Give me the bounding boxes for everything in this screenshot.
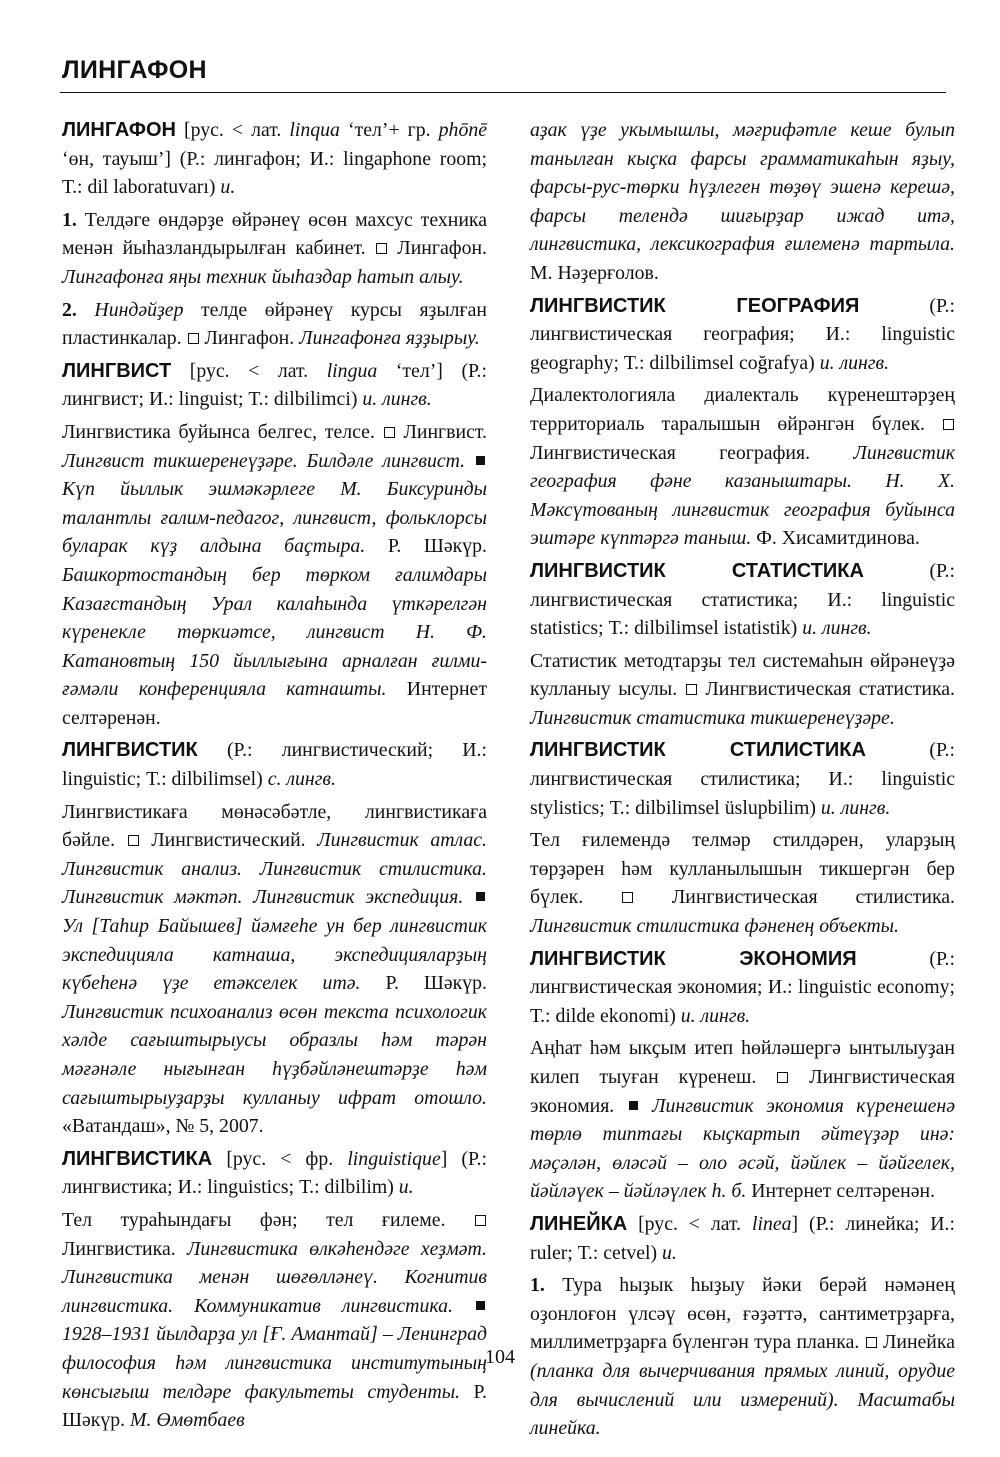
russian-equivalent: Лингвистическая стилистика. bbox=[634, 886, 956, 909]
example: Лингвистик стилистика фәненең объекты. bbox=[530, 915, 899, 938]
square-icon bbox=[622, 892, 633, 903]
square-icon bbox=[384, 427, 395, 438]
entry-lingvistik-ekonomiya bbox=[530, 945, 955, 1031]
citation: Башкортостандың бер төрком ғалимдары Казағстандың Урал калаһында үткәрелгән күренекле төркиәтсе, лингвист Н. Ф. Катановтың 150 йыллығына арналған ғилми-ғәмәли конференцияла катнашты. bbox=[62, 563, 487, 701]
definition: Тел ғилемендә телмәр стилдәрен, уларҙың төрҙәрен һәм кулланылышын тикшергән бер бүлек. bbox=[530, 829, 955, 909]
citation: Лингвистик экономия күренешенә төрлө типтағы кыҫкартып әйтеүҙәр инә: мәҫәлән, өләсәй – оло әсәй, йәйлек – йәйгелек, йәйләүек – йәйләүлек һ. б. bbox=[530, 1094, 956, 1203]
etymon: linguistique bbox=[347, 1147, 441, 1170]
pos-label: и. лингв. bbox=[680, 1004, 751, 1027]
pos-label: и. bbox=[220, 176, 236, 199]
example: Лингвист тикшеренеүҙәре. Билдәле лингвист. bbox=[62, 449, 466, 472]
pos-label: и. лингв. bbox=[819, 351, 890, 374]
square-icon bbox=[128, 835, 139, 846]
sense bbox=[62, 1206, 487, 1435]
sense bbox=[62, 296, 487, 353]
square-icon bbox=[943, 419, 954, 430]
example: Лингафонға яңы техник йыһаздар һатып алыу. bbox=[62, 265, 464, 288]
sense bbox=[62, 206, 487, 292]
sense bbox=[62, 798, 487, 1141]
definition: Лингвистикаға мөнәсәбәтле, лингвистикаға бәйле. bbox=[62, 800, 487, 852]
spacer bbox=[77, 299, 95, 321]
square-icon bbox=[686, 684, 697, 695]
headword: ЛИНГВИСТИКА bbox=[62, 1147, 213, 1170]
headword: ЛИНГВИСТИК ГЕОГРАФИЯ bbox=[530, 294, 860, 317]
headword: ЛИНГАФОН bbox=[62, 119, 176, 141]
etymology: [рус. < лат. bbox=[175, 119, 290, 141]
citation-author: Р. Шәкүр. bbox=[62, 1380, 487, 1432]
sense bbox=[530, 1034, 955, 1206]
entry-lingvistika bbox=[62, 1145, 487, 1202]
citation-source: «Ватандаш», № 5, 2007. bbox=[62, 1115, 264, 1138]
sense-number: 1. bbox=[62, 208, 77, 231]
headword: ЛИНГВИСТИК СТИЛИСТИКА bbox=[530, 739, 866, 762]
black-square-icon bbox=[476, 1301, 485, 1310]
example: Лингвистик атлас. Лингвистик анализ. Лингвистик стилистика. Лингвистик мәктәп. Лингвистик экспедиция. bbox=[62, 829, 488, 909]
square-icon bbox=[376, 243, 387, 254]
right-column bbox=[530, 116, 955, 1443]
black-square-icon bbox=[629, 1101, 638, 1110]
citation-continued: М. Өмөтбаев bbox=[130, 1409, 245, 1432]
translations: ] (Р.: лингвистика; И.: linguistics; Т.: dilbilim) bbox=[62, 1147, 487, 1199]
entry-lingvistik-geografiya bbox=[530, 292, 955, 378]
definition: Телдәге өндәрҙе өйрәнеү өсөн махсус техника менән йыһазландырылған кабинет. bbox=[62, 208, 487, 260]
entry-lineyka bbox=[530, 1210, 955, 1267]
citation-source: Интернет селтәренән. bbox=[62, 678, 487, 729]
etymon: linqua bbox=[289, 119, 340, 141]
sense bbox=[530, 647, 955, 733]
pos-label: и. bbox=[398, 1176, 414, 1199]
russian-equivalent: Лингвистическая экономия. bbox=[530, 1066, 955, 1117]
definition: телде өйрәнеү курсы яҙылған пластинкалар. bbox=[62, 298, 487, 350]
russian-equivalent: Лингвист. bbox=[395, 420, 487, 443]
definition: Лингвистика буйынса белгес, телсе. bbox=[62, 420, 383, 443]
russian-equivalent: Лингафон. bbox=[387, 237, 488, 260]
running-head: ЛИНГАФОН bbox=[62, 56, 207, 84]
etymology: [рус. < лат. bbox=[171, 359, 327, 382]
citation: Ул [Таһир Байышев] йәмғеһе ун бер лингвистик экспедицияла катнаша, экспедицияларҙың күбеһенә үҙе етәкселек итә. bbox=[62, 915, 487, 995]
headword: ЛИНЕЙКА bbox=[530, 1212, 628, 1235]
black-square-icon bbox=[476, 456, 485, 465]
example: Лингафонға яҙҙырыу. bbox=[299, 327, 480, 350]
entry-lingvistik-statistika bbox=[530, 557, 955, 643]
sense bbox=[62, 418, 487, 733]
etymon: lingua bbox=[326, 359, 378, 382]
russian-equivalent: Лингафон. bbox=[199, 327, 300, 350]
etymon: phōnē bbox=[438, 119, 487, 141]
definition: Тура һыҙык һыҙыу йәки берәй нәмәнең оҙонлоғон үлсәү өсөн, ғәҙәттә, сантиметрҙарға, миллиметрҙарға бүленгән тура планка. bbox=[530, 1274, 955, 1354]
black-square-icon bbox=[476, 892, 485, 901]
sense bbox=[530, 381, 955, 553]
definition: Статистик методтарҙы тел системаһын өйрәнеүҙә кулланыу ысулы. bbox=[530, 649, 955, 701]
translations: (Р.: лингвистическая статистика; И.: linguistic statistics; Т.: dilbilimsel istatistik) bbox=[530, 559, 955, 640]
definition: Аңһат һәм ыкҫым итеп һөйләшергә ынтылыуҙан килеп тыуған күренеш. bbox=[530, 1037, 955, 1088]
pos-label: с. лингв. bbox=[267, 768, 336, 791]
headword: ЛИНГВИСТ bbox=[62, 359, 172, 382]
citation: Күп йыллык эшмәкәрлеге М. Биксуринды талантлы ғалим-педагог, лингвист, фольклорсы буларак күҙ алдына баҫтыра. bbox=[62, 478, 487, 558]
header-rule bbox=[60, 92, 946, 93]
entry-lingvist bbox=[62, 357, 487, 414]
citation-continuation bbox=[530, 116, 955, 288]
left-column bbox=[62, 116, 487, 1435]
russian-equivalent: Линейка bbox=[877, 1331, 955, 1354]
russian-equivalent: Лингвистика. bbox=[62, 1237, 187, 1260]
russian-equivalent: Лингвистическая статистика. bbox=[697, 678, 955, 701]
headword: ЛИНГВИСТИК СТАТИСТИКА bbox=[530, 559, 864, 582]
entry-lingvistik-stilistika bbox=[530, 736, 955, 822]
pos-label: и. лингв. bbox=[802, 617, 872, 640]
pos-label: и. лингв. bbox=[820, 796, 891, 819]
entry-lingvistik bbox=[62, 736, 487, 793]
definition: Диалектологияла диалекталь күренештәрҙең территориаль таралышын өйрәнгән бүлек. bbox=[530, 384, 955, 435]
translations: (Р.: лингвистический; И.: linguistic; Т.: dilbilimsel) bbox=[62, 739, 487, 791]
pos-label: и. лингв. bbox=[362, 388, 432, 411]
citation-author: Р. Шәкүр. bbox=[360, 972, 487, 995]
translations: (Р.: лингвистическая стилистика; И.: linguistic stylistics; Т.: dilbilimsel üslupbilim) bbox=[530, 739, 955, 819]
etymology: [рус. < лат. bbox=[627, 1212, 752, 1235]
translations: ] (Р.: линейка; И.: ruler; Т.: cetvel) bbox=[530, 1212, 956, 1264]
citation-author: Р. Шәкүр. bbox=[365, 535, 488, 558]
translations: (Р.: лингвистическая география; И.: linguistic geography; Т.: dilbilimsel coğrafya) bbox=[530, 294, 955, 374]
citation: 1928–1931 йылдарҙа ул [Ғ. Амантай] – Ленинград философия һәм лингвистика институтының көнсығыш телдәре факультеты студенты. bbox=[62, 1323, 487, 1403]
russian-equivalent: Лингвистическая география. bbox=[530, 441, 854, 464]
citation-author: Ф. Хисамитдинова. bbox=[751, 527, 920, 550]
sense bbox=[530, 826, 955, 940]
russian-gloss: (планка для вычерчивания прямых линий, орудие для вычислений или измерений). bbox=[530, 1359, 955, 1411]
square-icon bbox=[777, 1072, 788, 1083]
translations: ‘тел’] (Р.: лингвист; И.: linguist; Т.: dilbilimci) bbox=[62, 359, 487, 411]
citation-author: М. Нәҙерғолов. bbox=[530, 261, 659, 284]
sense-number: 2. bbox=[62, 298, 77, 321]
example: Масштабы линейка. bbox=[530, 1388, 955, 1440]
citation: аҙак үҙе укымышлы, мәғрифәтле кеше булып танылған кыҫка фарсы грамматикаһын яҙыу, фарсы-рус-төрки һүҙлеген төҙөү эшенә керешә, фарсы телендә шиғырҙар ижад итә, лингвистика, лексикография ғилеменә тартыла. bbox=[530, 119, 955, 256]
page-number: 104 bbox=[485, 1346, 515, 1368]
entry-lingafon bbox=[62, 116, 487, 202]
headword: ЛИНГВИСТИК bbox=[62, 739, 198, 762]
citation: Лингвистик психоанализ өсөн текста психологик хәлде сағыштырыусы образлы һәм тәрән мәғәнәле нығынған һүҙбәйләнештәрҙе һәм сағыштырыуҙарҙы кулланыу ифрат отошло. bbox=[62, 1000, 487, 1109]
example: Лингвистик статистика тикшеренеүҙәре. bbox=[530, 706, 895, 729]
square-icon bbox=[188, 333, 199, 344]
definition: Тел тураһындағы фән; тел ғилеме. bbox=[62, 1208, 474, 1231]
translations: (Р.: лингвистическая экономия; И.: linguistic economy; Т.: dilde ekonomi) bbox=[530, 947, 955, 1027]
sense-number: 1. bbox=[530, 1274, 545, 1297]
example: Лингвистик география фәне казаныштары. Н. Х. Мәксүтованың лингвистик география буйынса эштәре күптәргә таныш. bbox=[530, 441, 955, 550]
definition-italic: Ниндәйҙер bbox=[94, 298, 184, 321]
headword: ЛИНГВИСТИК ЭКОНОМИЯ bbox=[530, 947, 857, 970]
translations: ‘өн, тауыш’] (Р.: лингафон; И.: lingaphone room; Т.: dil laboratuvarı) bbox=[62, 147, 487, 199]
citation-source: Интернет селтәренән. bbox=[746, 1180, 936, 1203]
pos-label: и. bbox=[662, 1241, 677, 1264]
etymology-gloss: ‘тел’+ гр. bbox=[339, 119, 439, 141]
etymon: linea bbox=[751, 1212, 792, 1235]
etymology: [рус. < фр. bbox=[212, 1147, 348, 1170]
square-icon bbox=[475, 1215, 486, 1226]
example: Лингвистика өлкәһендәге хеҙмәт. Лингвистика менән шөғөлләнеү. Когнитив лингвистика. Коммуникатив лингвистика. bbox=[62, 1237, 488, 1317]
russian-equivalent: Лингвистический. bbox=[139, 829, 318, 852]
